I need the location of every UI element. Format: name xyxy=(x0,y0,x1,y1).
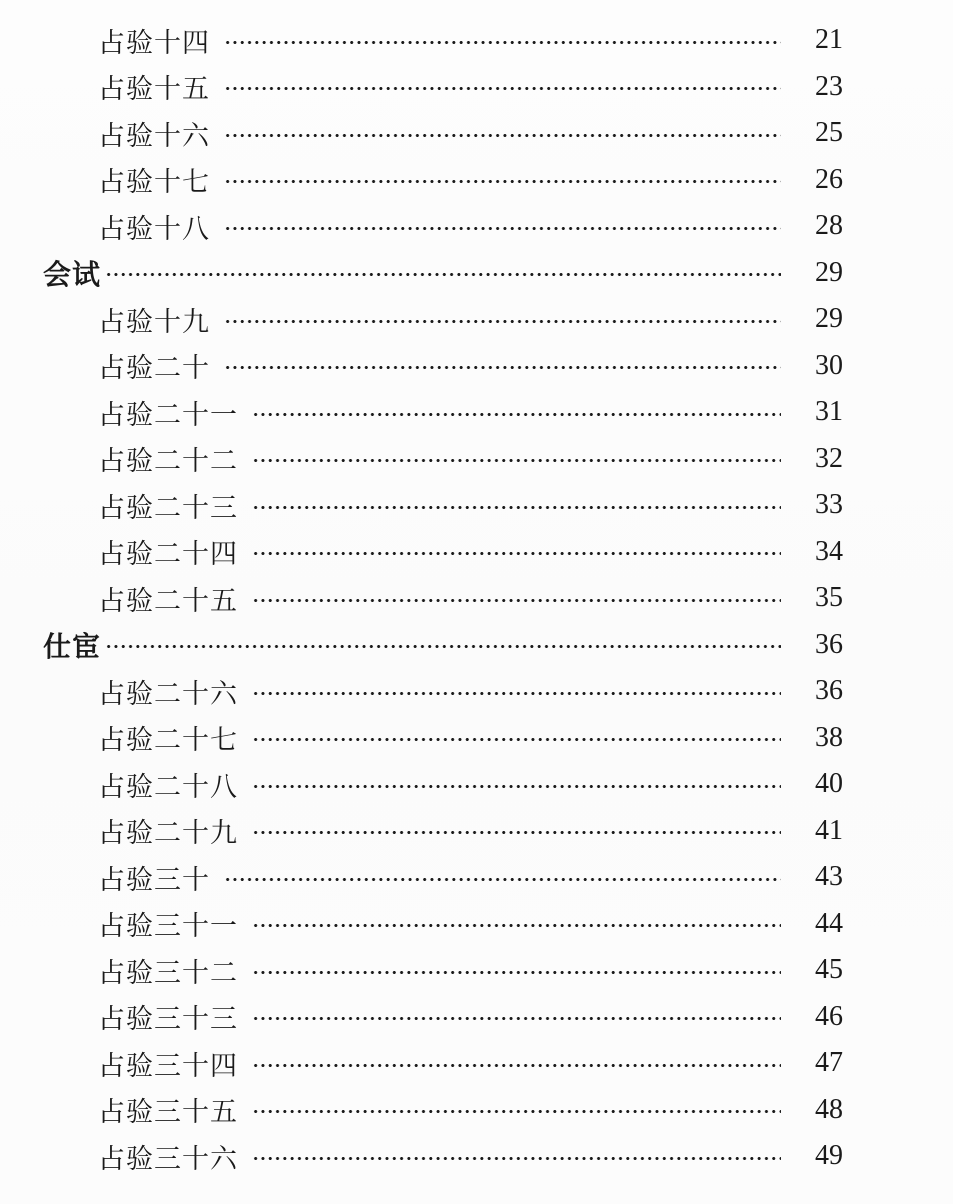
dot-leader xyxy=(252,551,781,556)
dot-leader xyxy=(224,319,781,324)
toc-row xyxy=(0,1087,953,1134)
toc-row xyxy=(0,389,953,436)
toc-page-number: 33 xyxy=(815,489,843,521)
toc-page-number: 36 xyxy=(815,675,843,707)
toc-row xyxy=(0,17,953,64)
toc-page-number: 35 xyxy=(815,582,843,614)
toc-row xyxy=(0,64,953,111)
toc-page-number: 40 xyxy=(815,768,843,800)
dot-leader xyxy=(105,272,781,277)
toc-page-number: 41 xyxy=(815,814,843,846)
dot-leader xyxy=(252,1156,781,1161)
toc-page-number: 32 xyxy=(815,442,843,474)
dot-leader xyxy=(224,133,781,138)
toc-entry-label: 占验十七 xyxy=(98,167,210,198)
toc-row xyxy=(0,761,953,808)
toc-entry-label: 占验三十一 xyxy=(98,911,238,942)
toc-entry-label: 占验十五 xyxy=(98,74,210,105)
dot-leader xyxy=(224,179,781,184)
toc-entry-label: 占验二十二 xyxy=(98,446,238,477)
toc-entry-label: 占验二十七 xyxy=(98,725,238,756)
toc-page-number: 23 xyxy=(815,70,843,102)
toc-entry-label: 占验二十九 xyxy=(98,818,238,849)
toc-entry-label: 占验十四 xyxy=(98,27,210,58)
toc-row xyxy=(0,947,953,994)
toc-entry-label: 占验二十六 xyxy=(98,678,238,709)
toc-row xyxy=(0,668,953,715)
toc-row xyxy=(0,436,953,483)
dot-leader xyxy=(252,923,781,928)
dot-leader xyxy=(252,598,781,603)
toc-row xyxy=(0,529,953,576)
toc-page-number: 26 xyxy=(815,163,843,195)
dot-leader xyxy=(252,1063,781,1068)
toc-row xyxy=(0,250,953,297)
toc-entry-label: 占验三十六 xyxy=(98,1143,238,1174)
dot-leader xyxy=(105,644,781,649)
toc-row xyxy=(0,157,953,204)
toc-entry-label: 占验三十二 xyxy=(98,957,238,988)
dot-leader xyxy=(252,505,781,510)
toc-row xyxy=(0,808,953,855)
toc-entry-label: 占验三十五 xyxy=(98,1097,238,1128)
toc-entry-label: 占验三十四 xyxy=(98,1050,238,1081)
toc-page-number: 29 xyxy=(815,303,843,335)
toc-entry-label: 占验二十四 xyxy=(98,539,238,570)
toc-entry-label: 占验二十五 xyxy=(98,585,238,616)
toc-row xyxy=(0,622,953,669)
toc-page-number: 29 xyxy=(815,256,843,288)
dot-leader xyxy=(224,226,781,231)
dot-leader xyxy=(224,877,781,882)
toc-row xyxy=(0,575,953,622)
toc-page-number: 36 xyxy=(815,628,843,660)
toc-row xyxy=(0,203,953,250)
toc-entry-label: 占验三十 xyxy=(98,864,210,895)
toc-entry-label: 占验二十三 xyxy=(98,492,238,523)
toc-row xyxy=(0,343,953,390)
toc-page-number: 45 xyxy=(815,954,843,986)
toc-row xyxy=(0,901,953,948)
toc-entry-label: 占验二十一 xyxy=(98,399,238,430)
toc-entry-label: 占验二十 xyxy=(98,353,210,384)
toc-entry-label: 占验二十八 xyxy=(98,771,238,802)
toc-row xyxy=(0,715,953,762)
toc-row xyxy=(0,110,953,157)
toc-row xyxy=(0,482,953,529)
toc-page-number: 28 xyxy=(815,210,843,242)
dot-leader xyxy=(252,1016,781,1021)
dot-leader xyxy=(252,830,781,835)
toc-page-number: 48 xyxy=(815,1093,843,1125)
toc-page-number: 34 xyxy=(815,535,843,567)
toc-page-number: 31 xyxy=(815,396,843,428)
toc-page-number: 46 xyxy=(815,1000,843,1032)
toc-entry-label: 占验三十三 xyxy=(98,1004,238,1035)
toc-entry-label: 仕宦 xyxy=(43,630,102,662)
toc-page-number: 44 xyxy=(815,907,843,939)
dot-leader xyxy=(252,412,781,417)
toc-page-number: 25 xyxy=(815,117,843,149)
toc-page-number: 38 xyxy=(815,721,843,753)
toc-entry-label: 占验十六 xyxy=(98,120,210,151)
toc-row xyxy=(0,854,953,901)
toc-entry-label: 会试 xyxy=(43,258,102,290)
dot-leader xyxy=(224,40,781,45)
dot-leader xyxy=(252,1109,781,1114)
toc-entry-label: 占验十九 xyxy=(98,306,210,337)
dot-leader xyxy=(224,86,781,91)
toc-row xyxy=(0,994,953,1041)
dot-leader xyxy=(252,784,781,789)
toc-page-number: 49 xyxy=(815,1140,843,1172)
toc-entry-label: 占验十八 xyxy=(98,213,210,244)
toc-page-number: 30 xyxy=(815,349,843,381)
dot-leader xyxy=(224,365,781,370)
dot-leader xyxy=(252,970,781,975)
toc-page-number: 47 xyxy=(815,1047,843,1079)
dot-leader xyxy=(252,458,781,463)
toc-page-number: 21 xyxy=(815,24,843,56)
dot-leader xyxy=(252,737,781,742)
toc-row xyxy=(0,296,953,343)
toc-row xyxy=(0,1133,953,1180)
toc-row xyxy=(0,1040,953,1087)
toc-page-number: 43 xyxy=(815,861,843,893)
dot-leader xyxy=(252,691,781,696)
